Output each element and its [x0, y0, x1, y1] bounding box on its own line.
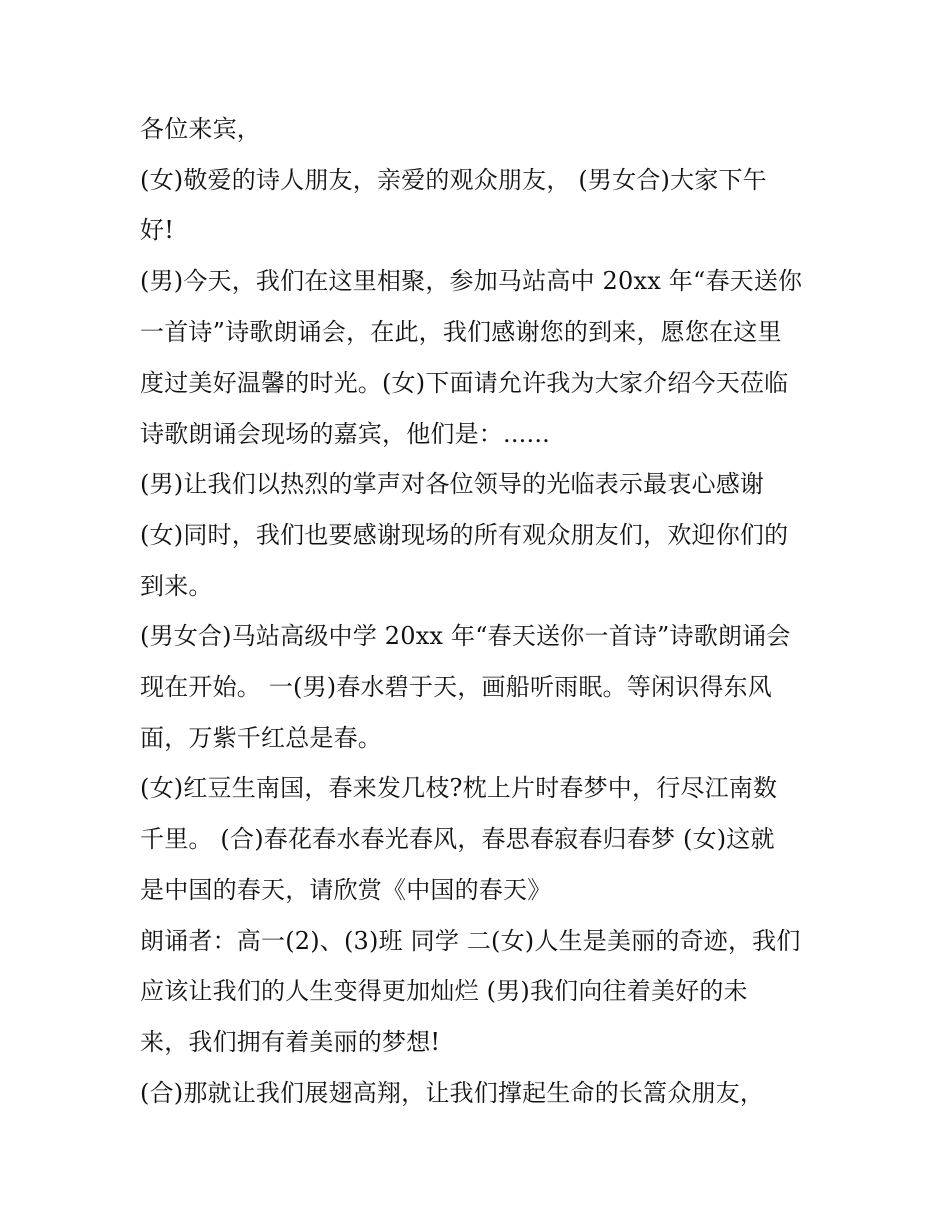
text-line: 朗诵者：高一(2)、(3)班 同学 二(女)人生是美丽的奇迹，我们: [140, 927, 801, 955]
text-line: 各位来宾，: [140, 115, 261, 143]
text-line: (男)让我们以热烈的掌声对各位领导的光临表示最衷心感谢: [140, 470, 765, 498]
text-line: 现在开始。 一(男)春水碧于天，画船听雨眠。等闲识得东风: [140, 673, 772, 701]
text-line: 是中国的春天，请欣赏《中国的春天》: [140, 876, 552, 904]
text-line: (男女合)马站高级中学 20xx 年“春天送你一首诗”诗歌朗诵会: [140, 622, 791, 650]
text-line: 好!: [140, 216, 175, 244]
text-line: (合)那就让我们展翅高翔，让我们撑起生命的长篙众朋友，: [140, 1079, 765, 1107]
text-line: 一首诗”诗歌朗诵会，在此，我们感谢您的到来，愿您在这里: [140, 318, 782, 346]
text-line: 面，万紫千红总是春。: [140, 724, 382, 752]
text-line: (女)敬爱的诗人朋友，亲爱的观众朋友， (男女合)大家下午: [140, 166, 767, 194]
text-line: 度过美好温馨的时光。(女)下面请允许我为大家介绍今天莅临: [140, 369, 789, 397]
text-line: 到来。: [140, 572, 213, 600]
text-line: (女)同时，我们也要感谢现场的所有观众朋友们，欢迎你们的: [140, 521, 789, 549]
text-line: 诗歌朗诵会现场的嘉宾，他们是：......: [140, 420, 550, 448]
text-line: (女)红豆生南国，春来发几枝?枕上片时春梦中，行尽江南数: [140, 774, 778, 802]
text-line: 千里。 (合)春花春水春光春风，春思春寂春归春梦 (女)这就: [140, 825, 775, 853]
text-line: (男)今天，我们在这里相聚，参加马站高中 20xx 年“春天送你: [140, 267, 803, 295]
text-line: 来，我们拥有着美丽的梦想!: [140, 1028, 441, 1056]
text-line: 应该让我们的人生变得更加灿烂 (男)我们向往着美好的未: [140, 977, 748, 1005]
